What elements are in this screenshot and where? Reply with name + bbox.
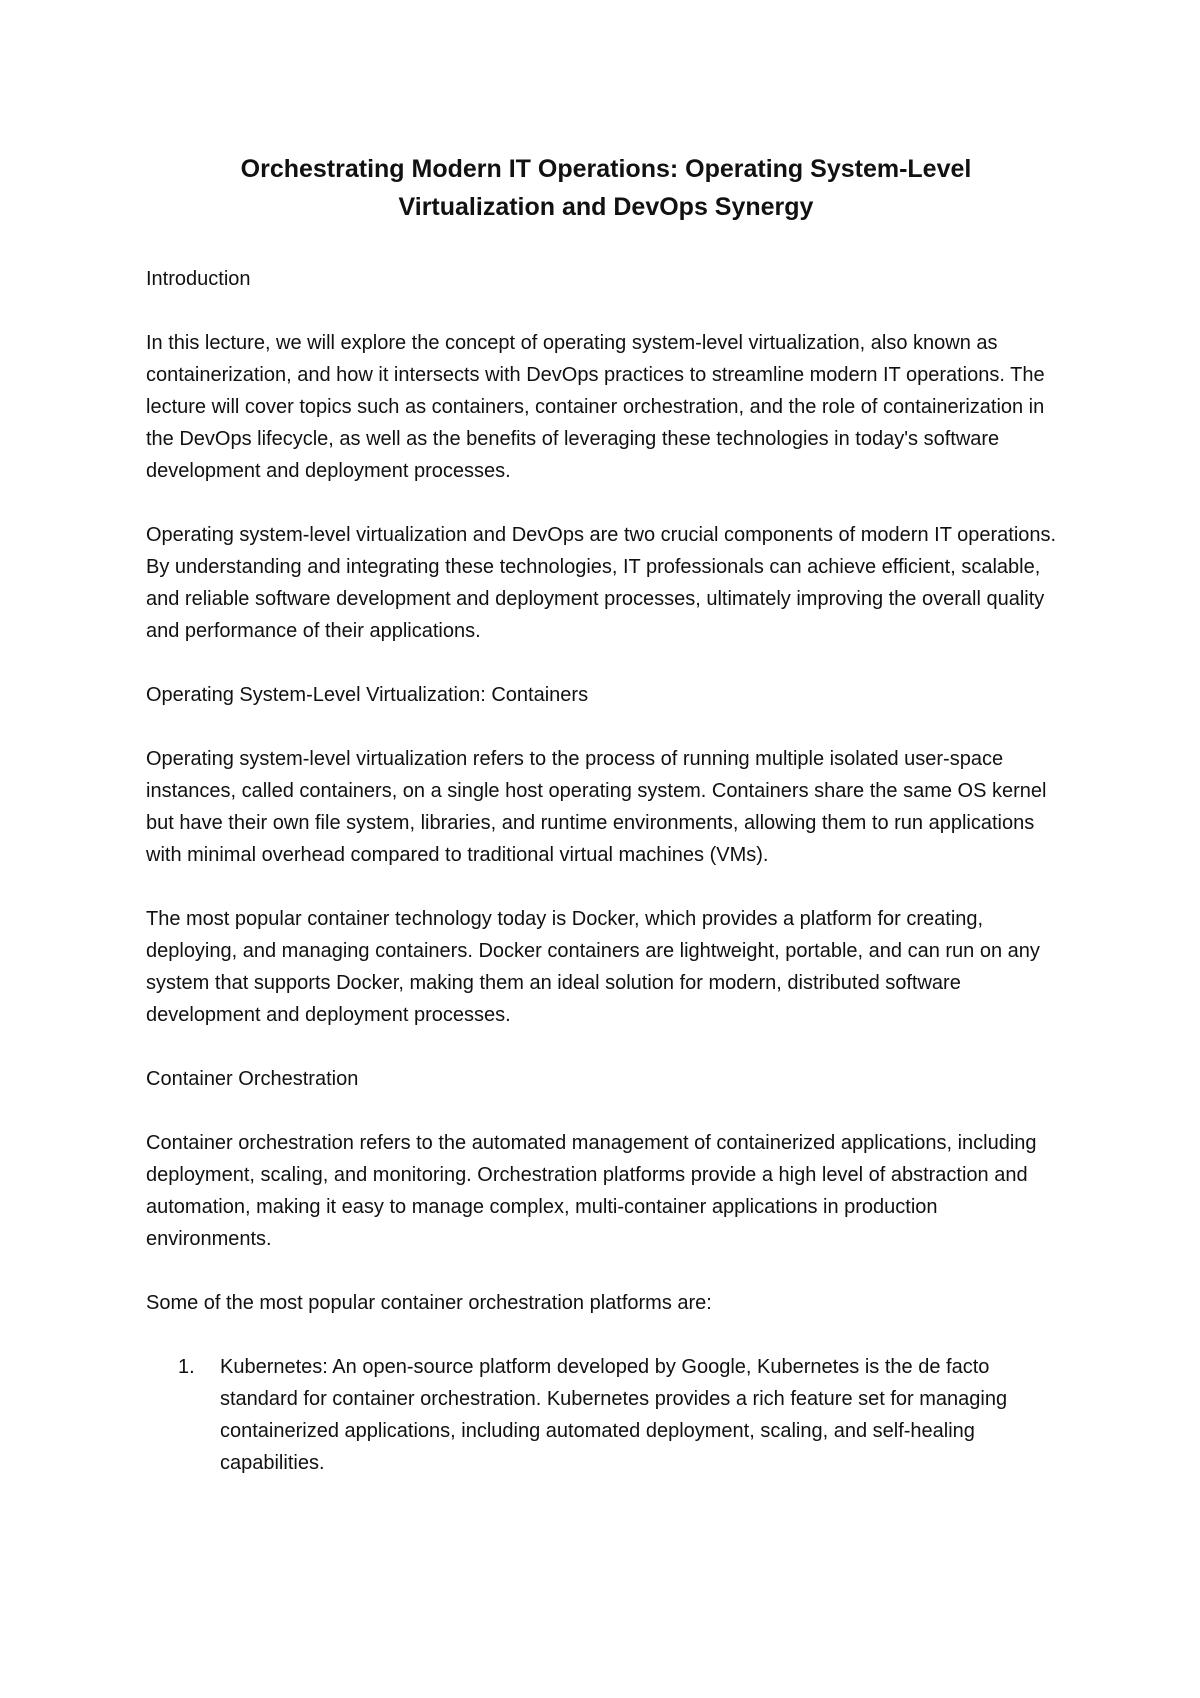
containers-paragraph-1: Operating system-level virtualization refers to the process of running multiple isolated user-space instances, called containers, on a single host operating system. Containers share the same OS kernel but have their own file system, libraries, and runtime environments, allowing them to run applications with minimal overhead compared to traditional virtual machines (VMs). (146, 748, 1047, 866)
list-item-text: Kubernetes: An open-source platform developed by Google, Kubernetes is the de facto standard for container orchestration. Kubernetes provides a rich feature set for managing containerized applications, including automated deployment, scaling, and self-healing capabilities. (220, 1356, 1008, 1474)
list-item (146, 1351, 1066, 1479)
orchestration-paragraph-2: Some of the most popular container orchestration platforms are: (146, 1292, 712, 1314)
section-heading-introduction: Introduction (146, 268, 251, 290)
orchestration-paragraph-1: Container orchestration refers to the automated management of containerized applications, including deployment, scaling, and monitoring. Orchestration platforms provide a high level of abstraction and automation, making it easy to manage complex, multi-container applications in production environments. (146, 1132, 1037, 1250)
document-body (146, 150, 1066, 1479)
document-title-line-2: Virtualization and DevOps Synergy (398, 193, 814, 221)
intro-paragraph-1: In this lecture, we will explore the concept of operating system-level virtualization, also known as containerization, and how it intersects with DevOps practices to streamline modern IT operations. The lecture will cover topics such as containers, container orchestration, and the role of containerization in the DevOps lifecycle, as well as the benefits of leveraging these technologies in today's software development and deployment processes. (146, 332, 1045, 482)
intro-paragraph-2: Operating system-level virtualization and DevOps are two crucial components of modern IT operations. By understanding and integrating these technologies, IT professionals can achieve efficient, scalable, and reliable software development and deployment processes, ultimately improving the overall quality and performance of their applications. (146, 524, 1057, 642)
list-item-number: 1. (178, 1356, 195, 1378)
document-title (146, 150, 1066, 226)
section-heading-orchestration: Container Orchestration (146, 1068, 359, 1090)
document-title-line-1: Orchestrating Modern IT Operations: Operating System-Level (240, 155, 972, 183)
section-heading-containers: Operating System-Level Virtualization: Containers (146, 684, 589, 706)
containers-paragraph-2: The most popular container technology today is Docker, which provides a platform for creating, deploying, and managing containers. Docker containers are lightweight, portable, and can run on any system that supports Docker, making them an ideal solution for modern, distributed software development and deployment processes. (146, 908, 1040, 1026)
orchestration-platform-list (146, 1351, 1066, 1479)
